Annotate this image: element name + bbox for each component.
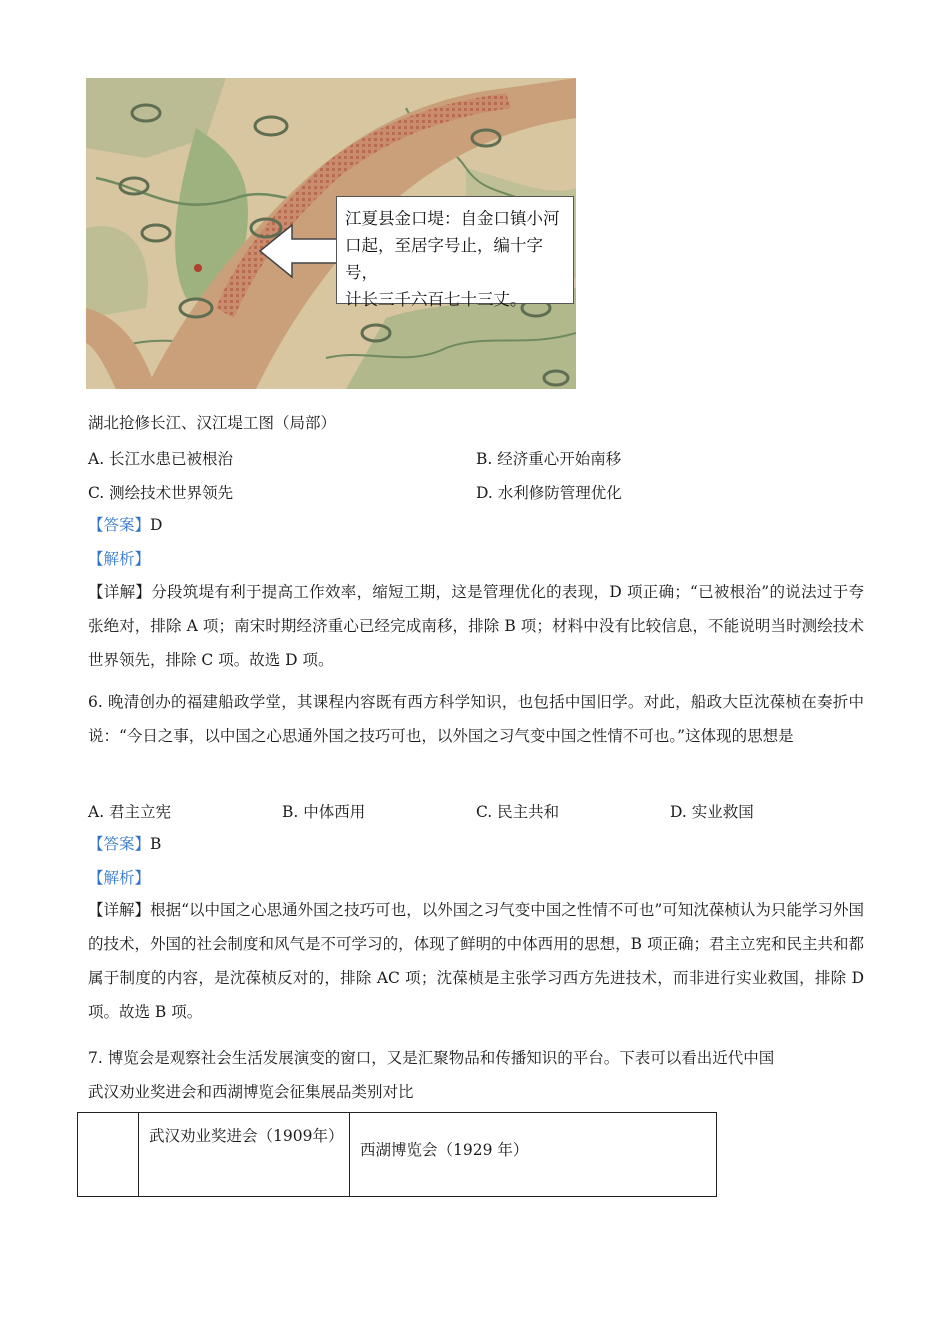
comparison-table	[77, 1112, 717, 1197]
answer-value: D	[150, 516, 163, 534]
q5-option-b: B. 经济重心开始南移	[476, 450, 622, 468]
q6-detail	[88, 893, 864, 1029]
detail-text: 根据“以中国之心思通外国之技巧可也，以外国之习气变中国之性情不可也”可知沈葆桢认为只能学习外国的技术，外国的社会制度和风气是不可学习的，体现了鲜明的中体西用的思想，B 项正确；君主立宪和民主共和都属于制度的内容，是沈葆桢反对的，排除 AC 项；沈葆桢是主张学习西方先进技术，而非进行实业救国，排除 D 项。故选 B 项。	[88, 901, 864, 1021]
detail-tag: 【详解】	[88, 583, 152, 601]
q6-analysis-tag: 【解析】	[88, 869, 151, 887]
q5-option-c: C. 测绘技术世界领先	[88, 484, 234, 502]
q5-option-d: D. 水利修防管理优化	[476, 484, 622, 502]
table-header-row	[78, 1113, 717, 1197]
callout-line-2: 口起，至居字号止，编十字号，	[345, 236, 543, 282]
q6-option-c: C. 民主共和	[476, 803, 560, 821]
detail-tag: 【详解】	[88, 901, 151, 919]
answer-tag: 【答案】	[88, 516, 151, 534]
q6-stem: 6. 晚清创办的福建船政学堂，其课程内容既有西方科学知识，也包括中国旧学。对此，船政大臣沈葆桢在奏折中说：“今日之事，以中国之心思通外国之技巧可也，以外国之习气变中国之性情不可也。”这体现的思想是	[88, 693, 864, 745]
q7-stem-line-1: 7. 博览会是观察社会生活发展演变的窗口，又是汇聚物品和传播知识的平台。下表可以看出近代中国	[88, 1049, 775, 1067]
table-header-xihu: 西湖博览会（1929 年）	[350, 1113, 717, 1197]
q5-detail	[88, 575, 864, 677]
q5-answer	[88, 515, 162, 535]
q5-option-a: A. 长江水患已被根治	[88, 450, 234, 468]
table-header-wuhan: 武汉劝业奖进会（1909年）	[139, 1113, 350, 1197]
q6-answer	[88, 834, 161, 854]
q7-stem-line-2: 武汉劝业奖进会和西湖博览会征集展品类别对比	[88, 1083, 414, 1101]
map-callout-box	[336, 196, 574, 309]
callout-line-1: 江夏县金口堤：自金口镇小河	[345, 209, 560, 228]
map-caption: 湖北抢修长江、汉江堤工图（局部）	[88, 414, 337, 432]
q6-option-a: A. 君主立宪	[88, 803, 172, 821]
callout-line-3: 计长三千六百七十三丈。	[345, 290, 527, 309]
answer-value: B	[150, 835, 162, 853]
q6-option-d: D. 实业救国	[670, 803, 754, 821]
detail-text: 分段筑堤有利于提高工作效率，缩短工期，这是管理优化的表现，D 项正确；“已被根治”的说法过于夸张绝对，排除 A 项；南宋时期经济重心已经完成南移，排除 B 项；材料中没有比较信息，不能说明当时测绘技术世界领先，排除 C 项。故选 D 项。	[88, 583, 864, 669]
q6-option-b: B. 中体西用	[282, 803, 366, 821]
callout-arrow-icon	[258, 222, 340, 280]
answer-tag: 【答案】	[88, 835, 151, 853]
table-header-blank	[78, 1113, 139, 1197]
q5-analysis-tag: 【解析】	[88, 550, 151, 568]
